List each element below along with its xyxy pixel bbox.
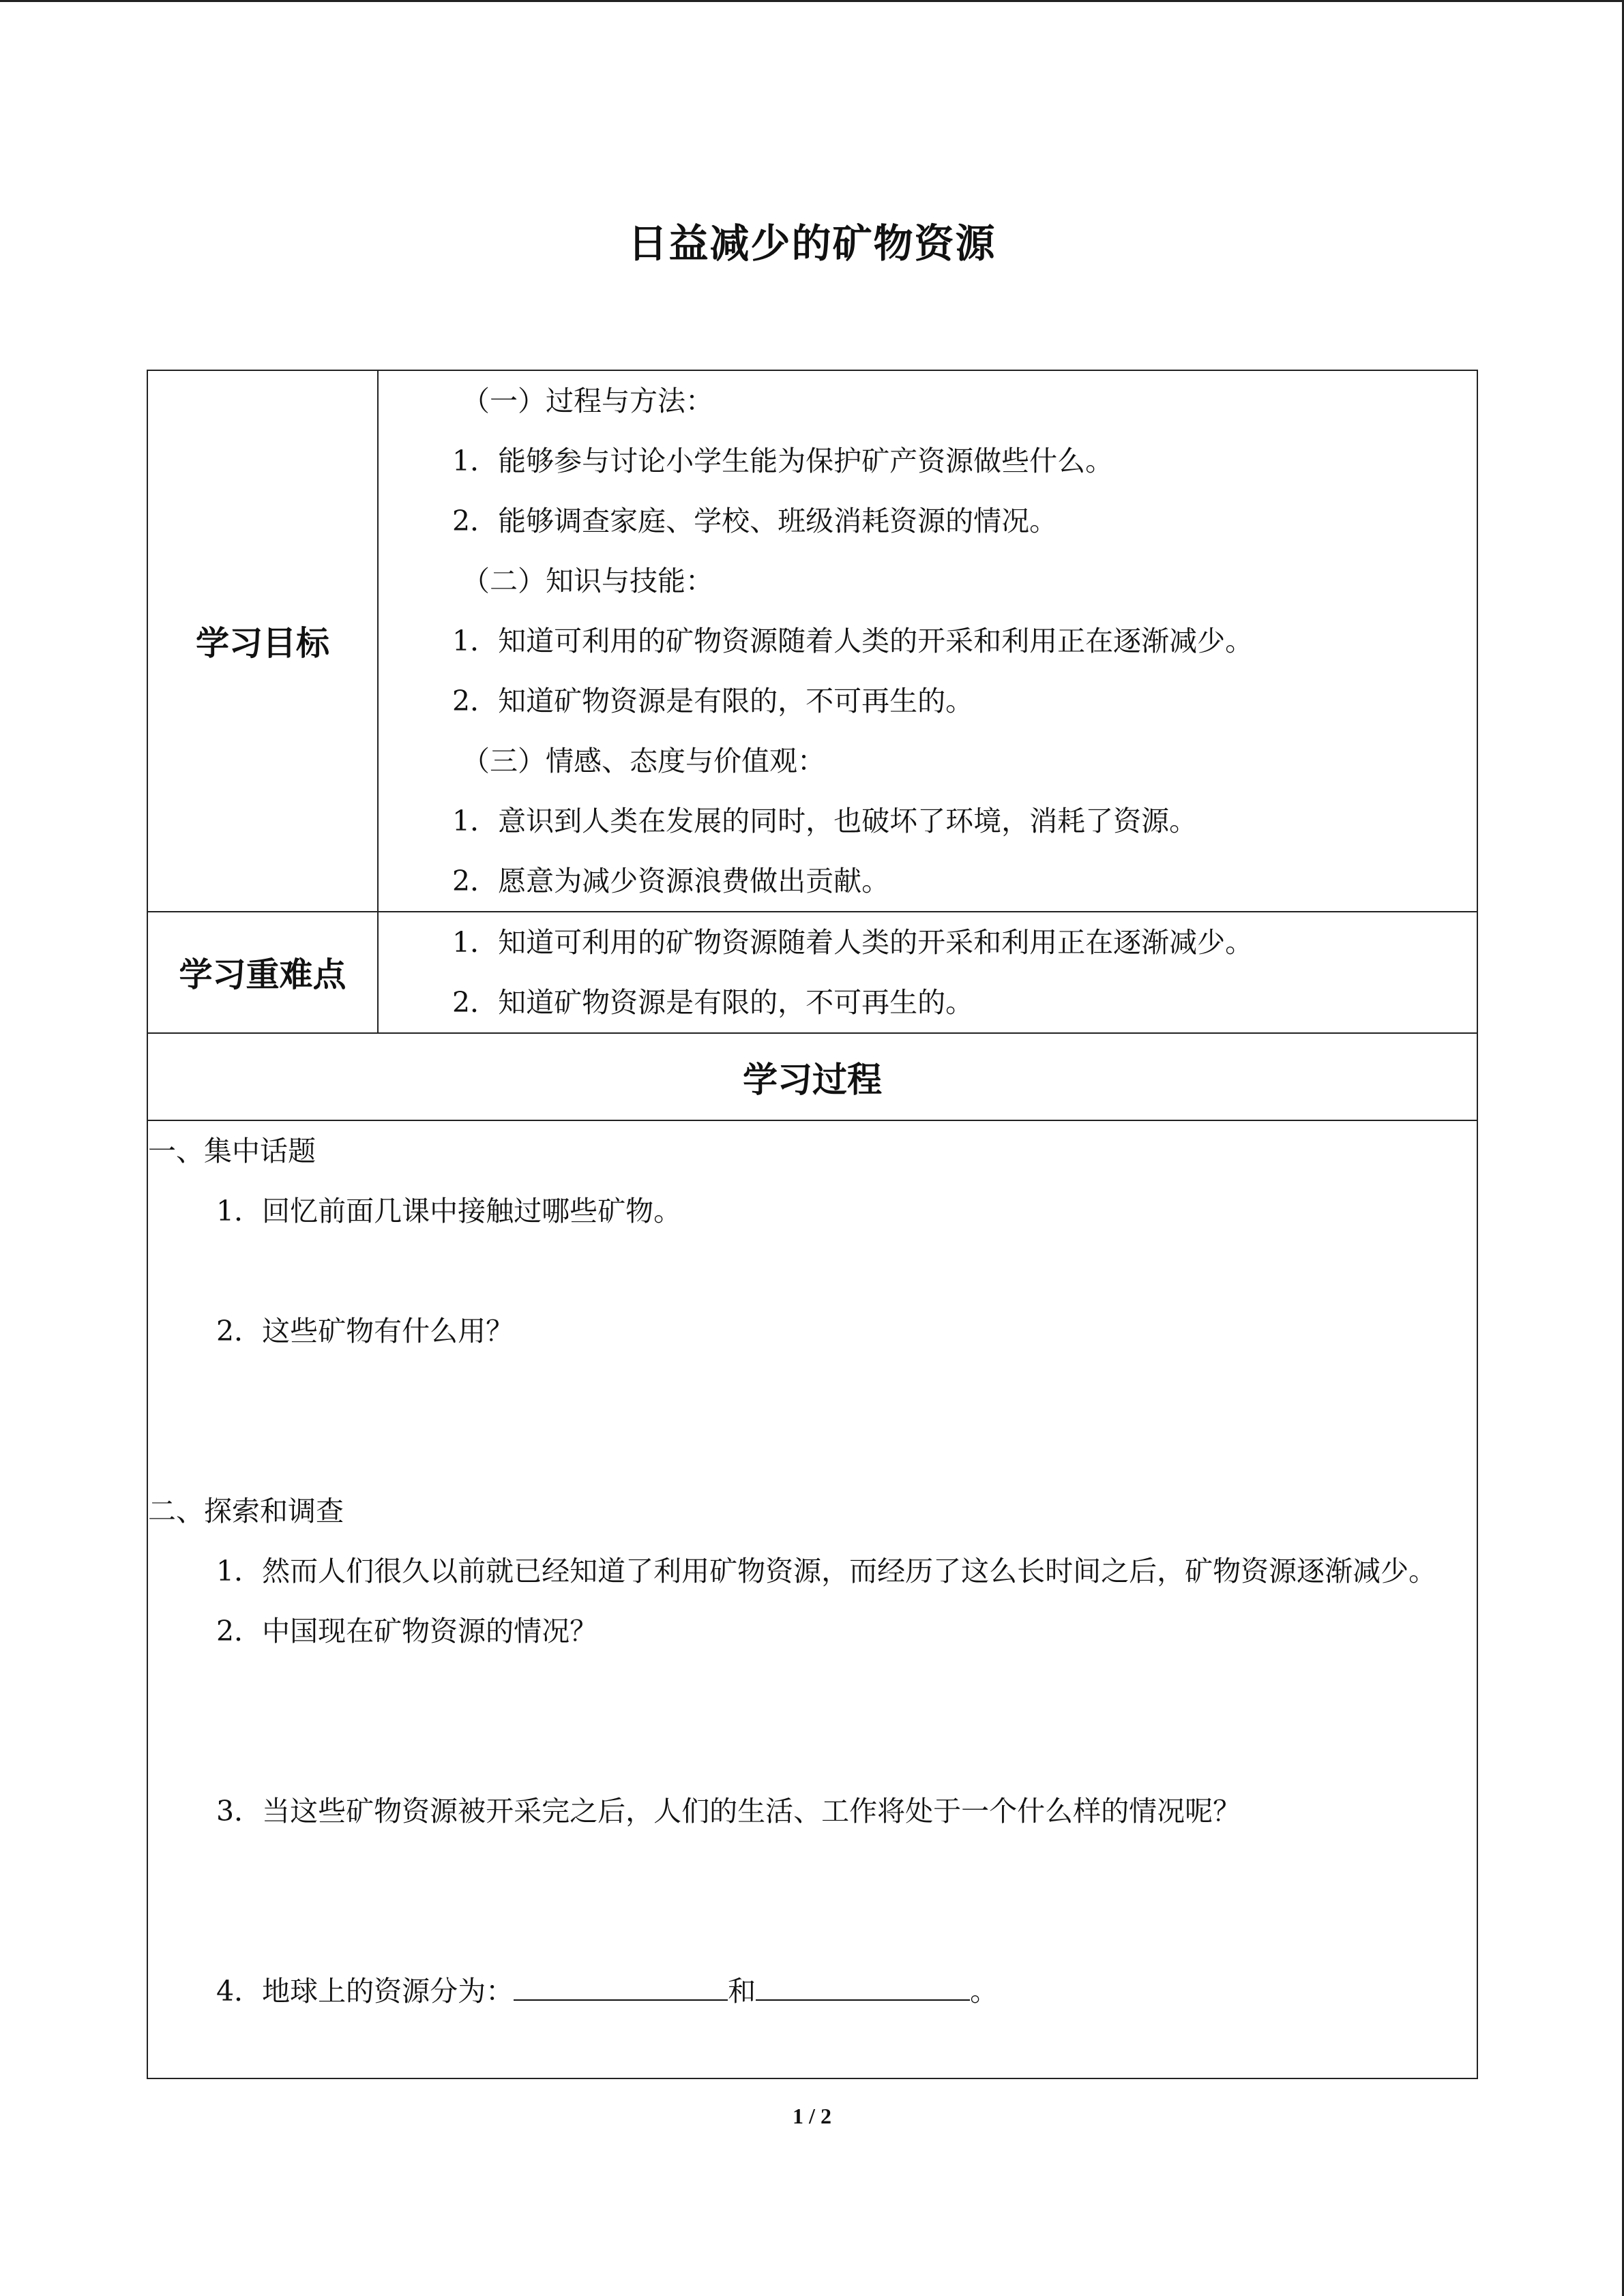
objective-item: 1．能够参与讨论小学生能为保护矿产资源做些什么。 [452, 445, 1114, 477]
objective-heading: （一）过程与方法： [462, 385, 713, 417]
section-title-1: 一、集中话题 [148, 1135, 316, 1167]
objectives-row [147, 370, 1477, 912]
page-number: 1 / 2 [793, 2104, 831, 2128]
question-item: 2．这些矿物有什么用？ [216, 1315, 514, 1347]
top-border-line [0, 0, 1624, 2]
objective-item: 1．意识到人类在发展的同时，也破坏了环境，消耗了资源。 [452, 805, 1198, 837]
question-item: 3．当这些矿物资源被开采完之后，人们的生活、工作将处于一个什么样的情况呢？ [216, 1795, 1241, 1828]
key-points-content [378, 912, 1477, 1033]
answer-blank-2[interactable] [756, 1969, 970, 2001]
objectives-content [378, 370, 1477, 912]
objective-item: 2．愿意为减少资源浪费做出贡献。 [452, 865, 890, 897]
objective-item: 2．能够调查家庭、学校、班级消耗资源的情况。 [452, 505, 1058, 537]
section-title-2: 二、探索和调查 [148, 1495, 344, 1527]
key-points-row [147, 912, 1477, 1033]
question-item: 1．然而人们很久以前就已经知道了利用矿物资源，而经历了这么长时间之后，矿物资源逐渐减少。 [216, 1555, 1437, 1587]
process-content [147, 1120, 1477, 2078]
page-title: 日益减少的矿物资源 [628, 220, 996, 267]
question-suffix: 。 [970, 1975, 999, 2008]
key-point-item: 1．知道可利用的矿物资源随着人类的开采和利用正在逐渐减少。 [452, 926, 1254, 959]
process-heading: 学习过程 [147, 1033, 1477, 1120]
question-prefix: 4．地球上的资源分为： [216, 1975, 514, 2008]
objective-heading: （三）情感、态度与价值观： [462, 745, 825, 777]
question-item: 1．回忆前面几课中接触过哪些矿物。 [216, 1195, 682, 1227]
lesson-table [147, 370, 1478, 2079]
objective-heading: （二）知识与技能： [462, 565, 713, 597]
objectives-label: 学习目标 [147, 370, 378, 912]
objective-item: 2．知道矿物资源是有限的，不可再生的。 [452, 685, 974, 717]
question-item: 2．中国现在矿物资源的情况？ [216, 1615, 598, 1648]
key-points-label: 学习重难点 [147, 912, 378, 1033]
fill-blank-question [148, 1961, 1477, 2021]
objective-item: 1．知道可利用的矿物资源随着人类的开采和利用正在逐渐减少。 [452, 625, 1254, 657]
process-body-row [147, 1120, 1477, 2078]
question-connector: 和 [728, 1975, 756, 2008]
key-point-item: 2．知道矿物资源是有限的，不可再生的。 [452, 986, 974, 1019]
answer-blank-1[interactable] [514, 1969, 728, 2001]
process-heading-row [147, 1033, 1477, 1120]
